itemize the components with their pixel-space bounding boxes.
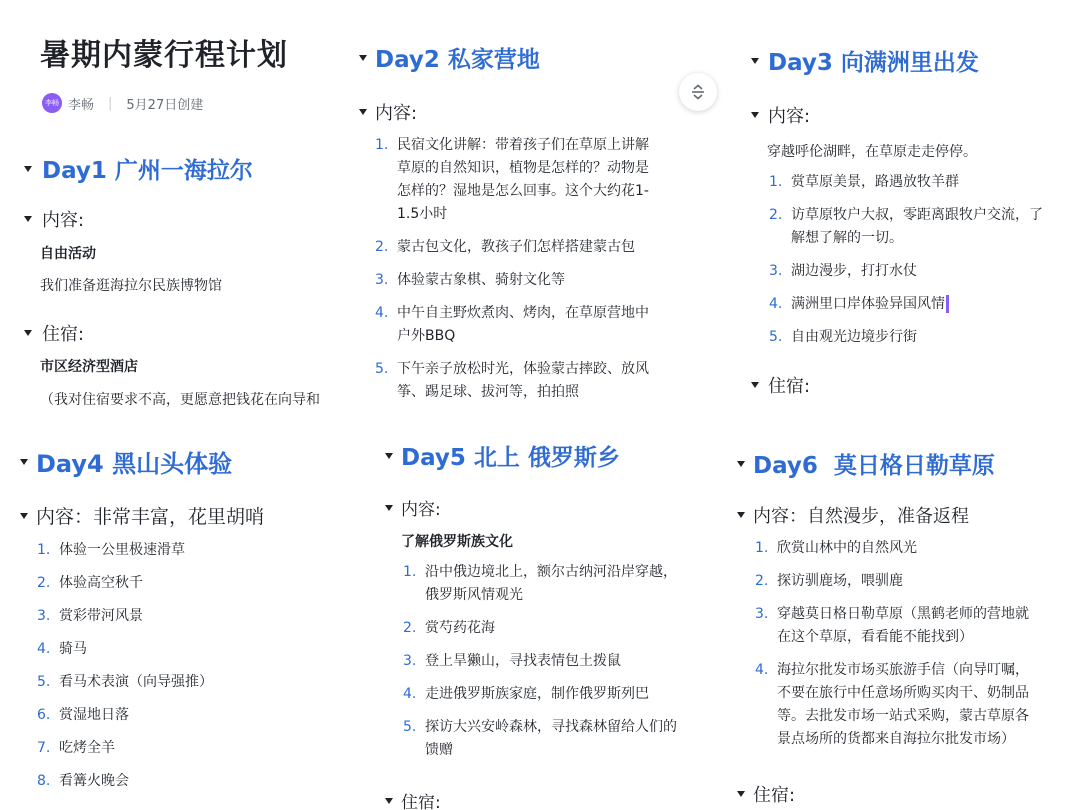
day5-title: Day5 北上 俄罗斯乡 (401, 445, 620, 471)
list-item-text: 等。去批发市场一站式采购，蒙古草原各 (777, 708, 1029, 724)
list-item-number: 5. (37, 674, 51, 690)
list-item-number: 5. (403, 719, 417, 735)
day1-content-label: 内容: (42, 210, 85, 231)
list-item-number: 5. (769, 329, 783, 345)
list-item-number: 6. (37, 707, 51, 723)
day2-content-label: 内容: (375, 103, 418, 124)
list-item-number: 7. (37, 740, 51, 756)
list-item (37, 671, 347, 694)
day1-content-heading[interactable] (24, 206, 84, 232)
list-item-text: 1.5小时 (397, 206, 448, 222)
day4-title: Day4 黑山头体验 (36, 450, 233, 478)
list-item (375, 236, 715, 259)
meta-divider: | (108, 95, 113, 111)
list-item-text: 怎样的？湿地是怎么回事。这个大约花1- (397, 183, 649, 199)
collapse-caret-icon[interactable] (385, 505, 393, 511)
collapse-caret-icon[interactable] (20, 459, 28, 465)
list-item (755, 659, 1075, 751)
panel-day2 (355, 0, 725, 405)
list-item (375, 134, 715, 226)
list-item-number: 1. (375, 137, 389, 153)
list-item (769, 326, 1079, 349)
list-item-text: 不要在旅行中任意场所购买肉干、奶制品 (777, 685, 1029, 701)
collapse-caret-icon[interactable] (385, 798, 393, 804)
list-item-text: 赏彩带河风景 (59, 608, 143, 624)
day3-content-heading[interactable] (751, 102, 810, 128)
list-item-number: 3. (769, 263, 783, 279)
list-item-text: 看篝火晚会 (59, 773, 129, 789)
list-item-text: 体验高空秋千 (59, 575, 143, 591)
list-item (403, 561, 718, 607)
day1-lodging-bold: 市区经济型酒店 (40, 359, 138, 375)
list-item (769, 171, 1079, 194)
day6-title: Day6 莫日格日勒草原 (753, 453, 995, 479)
day6-lodging-label: 住宿: (753, 785, 796, 806)
list-item-text: 海拉尔批发市场买旅游手信（向导叮嘱， (777, 662, 1029, 678)
day3-intro: 穿越呼伦湖畔，在草原走走停停。 (767, 144, 977, 160)
day6-lodging-heading[interactable] (737, 781, 795, 807)
list-item-number: 2. (403, 620, 417, 636)
doc-meta (42, 93, 203, 113)
list-item-number: 1. (37, 542, 51, 558)
list-item (755, 603, 1075, 649)
list-item-text: 草原的自然知识，植物是怎样的？动物是 (397, 160, 649, 176)
day1-title: Day1 广州一海拉尔 (42, 158, 253, 184)
day2-heading[interactable] (359, 41, 540, 74)
author-avatar[interactable]: 李畅 (42, 93, 62, 113)
list-item-text: 体验蒙古象棋、骑射文化等 (397, 272, 565, 288)
list-item (37, 605, 347, 628)
list-item-number: 2. (37, 575, 51, 591)
list-item-text: 民宿文化讲解：带着孩子们在草原上讲解 (397, 137, 649, 153)
day6-heading[interactable] (737, 447, 995, 480)
list-item-number: 1. (403, 564, 417, 580)
text-cursor (946, 295, 949, 313)
day5-lodging-label: 住宿: (401, 793, 441, 810)
list-item (755, 570, 1075, 593)
list-item (769, 260, 1079, 283)
collapse-caret-icon[interactable] (359, 55, 367, 61)
list-item-number: 3. (375, 272, 389, 288)
list-item-text: 沿中俄边境北上，额尔古纳河沿岸穿越， (425, 564, 677, 580)
list-item-number: 4. (403, 686, 417, 702)
day1-lodging-heading[interactable] (24, 320, 84, 346)
collapse-caret-icon[interactable] (737, 461, 745, 467)
list-item (37, 704, 347, 727)
list-item-text: 探访驯鹿场，喂驯鹿 (777, 573, 903, 589)
collapse-caret-icon[interactable] (20, 513, 28, 519)
list-item (375, 302, 715, 348)
list-item-text: 赏芍药花海 (425, 620, 495, 636)
list-item (375, 358, 715, 404)
list-item-text: 自由观光边境步行街 (791, 329, 917, 345)
collapse-caret-icon[interactable] (751, 58, 759, 64)
list-item-text: 吃烤全羊 (59, 740, 115, 756)
list-item-text: 馈赠 (425, 742, 453, 758)
list-item-number: 4. (375, 305, 389, 321)
list-item-number: 4. (37, 641, 51, 657)
day1-heading[interactable] (24, 152, 253, 185)
list-item (769, 293, 1079, 316)
author-name[interactable]: 李畅 (68, 97, 95, 113)
list-item (37, 770, 347, 793)
list-item-number: 4. (769, 296, 783, 312)
day4-content-heading[interactable] (20, 502, 264, 529)
day3-heading[interactable] (751, 44, 979, 77)
collapse-caret-icon[interactable] (751, 382, 759, 388)
list-item (37, 638, 347, 661)
list-item-number: 4. (755, 662, 769, 678)
list-item (755, 537, 1075, 560)
list-item-text: 下午亲子放松时光，体验蒙古摔跤、放风 (397, 361, 649, 377)
panel-day4 (0, 420, 360, 810)
day3-list (769, 171, 1079, 359)
list-item-text: 欣赏山林中的自然风光 (777, 540, 917, 556)
day2-list (375, 134, 715, 405)
list-item (37, 572, 347, 595)
day3-lodging-label: 住宿: (768, 376, 811, 397)
list-item-text: 俄罗斯风情观光 (425, 587, 523, 603)
list-item-text: 景点场所的货都来自海拉尔批发市场） (777, 731, 1015, 747)
day6-content-heading[interactable] (737, 502, 969, 528)
list-item-number: 1. (755, 540, 769, 556)
list-item-text: 蒙古包文化，教孩子们怎样搭建蒙古包 (397, 239, 635, 255)
day3-title: Day3 向满洲里出发 (768, 50, 979, 76)
day6-list (755, 537, 1075, 761)
list-item (37, 737, 347, 760)
list-item-text: 骑马 (59, 641, 87, 657)
collapse-caret-icon[interactable] (24, 166, 32, 172)
panel-day3 (733, 0, 1080, 410)
list-item-text: 穿越莫日格日勒草原（黑鹤老师的营地就 (777, 606, 1029, 622)
list-item-number: 8. (37, 773, 51, 789)
panel-day5 (375, 420, 725, 810)
day6-content-label: 内容：自然漫步，准备返程 (753, 506, 969, 527)
list-item-number: 2. (375, 239, 389, 255)
day5-content-bold: 了解俄罗斯族文化 (401, 534, 513, 550)
day5-content-label: 内容: (401, 500, 441, 520)
list-item (403, 650, 718, 673)
list-item (769, 204, 1079, 250)
list-item-text: 走进俄罗斯族家庭，制作俄罗斯列巴 (425, 686, 649, 702)
panel-day1 (0, 0, 360, 410)
day1-lodging-label: 住宿: (42, 324, 85, 345)
doc-title: 暑期内蒙行程计划 (40, 38, 288, 73)
collapse-caret-icon[interactable] (751, 112, 759, 118)
day2-title: Day2 私家营地 (375, 47, 540, 73)
list-item (403, 617, 718, 640)
panel-day6 (733, 420, 1080, 810)
list-item-text: 筝、踢足球、拔河等，拍拍照 (397, 384, 579, 400)
day1-content-bold: 自由活动 (40, 246, 96, 262)
day3-lodging-heading[interactable] (751, 372, 810, 398)
day1-lodging-text: （我对住宿要求不高，更愿意把钱花在向导和 (40, 392, 320, 408)
collapse-caret-icon[interactable] (737, 791, 745, 797)
list-item-number: 3. (403, 653, 417, 669)
collapse-caret-icon[interactable] (359, 109, 367, 115)
list-item-number: 2. (769, 207, 783, 223)
day4-list (37, 539, 347, 803)
expand-collapse-icon (690, 84, 706, 100)
list-item (37, 539, 347, 562)
list-item-text: 中午自主野炊煮肉、烤肉，在草原营地中 (397, 305, 649, 321)
list-item-number: 3. (37, 608, 51, 624)
day5-lodging-heading[interactable] (385, 788, 441, 810)
list-item-text: 体验一公里极速滑草 (59, 542, 185, 558)
day5-list (403, 561, 718, 772)
list-item-text: 探访大兴安岭森林，寻找森林留给人们的 (425, 719, 677, 735)
list-item-text: 户外BBQ (397, 328, 456, 344)
list-item-text: 湖边漫步，打打水仗 (791, 263, 917, 279)
day1-content-text: 我们准备逛海拉尔民族博物馆 (40, 278, 222, 294)
list-item (403, 683, 718, 706)
collapse-caret-icon[interactable] (737, 512, 745, 518)
list-item-number: 1. (769, 174, 783, 190)
list-item-text: 登上旱獭山，寻找表情包土拨鼠 (425, 653, 621, 669)
day5-heading[interactable] (385, 439, 620, 472)
list-item-text: 解想了解的一切。 (791, 230, 903, 246)
list-item-number: 2. (755, 573, 769, 589)
collapse-caret-icon[interactable] (24, 330, 32, 336)
list-item (403, 716, 718, 762)
list-item-text: 赏湿地日落 (59, 707, 129, 723)
collapse-caret-icon[interactable] (24, 216, 32, 222)
day5-content-heading[interactable] (385, 495, 441, 520)
day3-content-label: 内容: (768, 106, 811, 127)
list-item-text: 赏草原美景，路遇放牧羊群 (791, 174, 959, 190)
day2-content-heading[interactable] (359, 99, 417, 125)
list-item-text: 满洲里口岸体验异国风情 (791, 293, 1079, 316)
list-item-text: 看马术表演（向导强推） (59, 674, 213, 690)
list-item-text: 在这个草原，看看能不能找到） (777, 629, 973, 645)
created-date: 5月27日创建 (126, 97, 204, 113)
list-item-number: 3. (755, 606, 769, 622)
day4-content-label: 内容：非常丰富，花里胡哨 (36, 506, 265, 528)
collapse-caret-icon[interactable] (385, 453, 393, 459)
list-item-number: 5. (375, 361, 389, 377)
list-item-text: 访草原牧户大叔，零距离跟牧户交流，了 (791, 207, 1043, 223)
outline-toggle-button[interactable] (679, 73, 717, 111)
day4-heading[interactable] (20, 444, 232, 479)
list-item (375, 269, 715, 292)
